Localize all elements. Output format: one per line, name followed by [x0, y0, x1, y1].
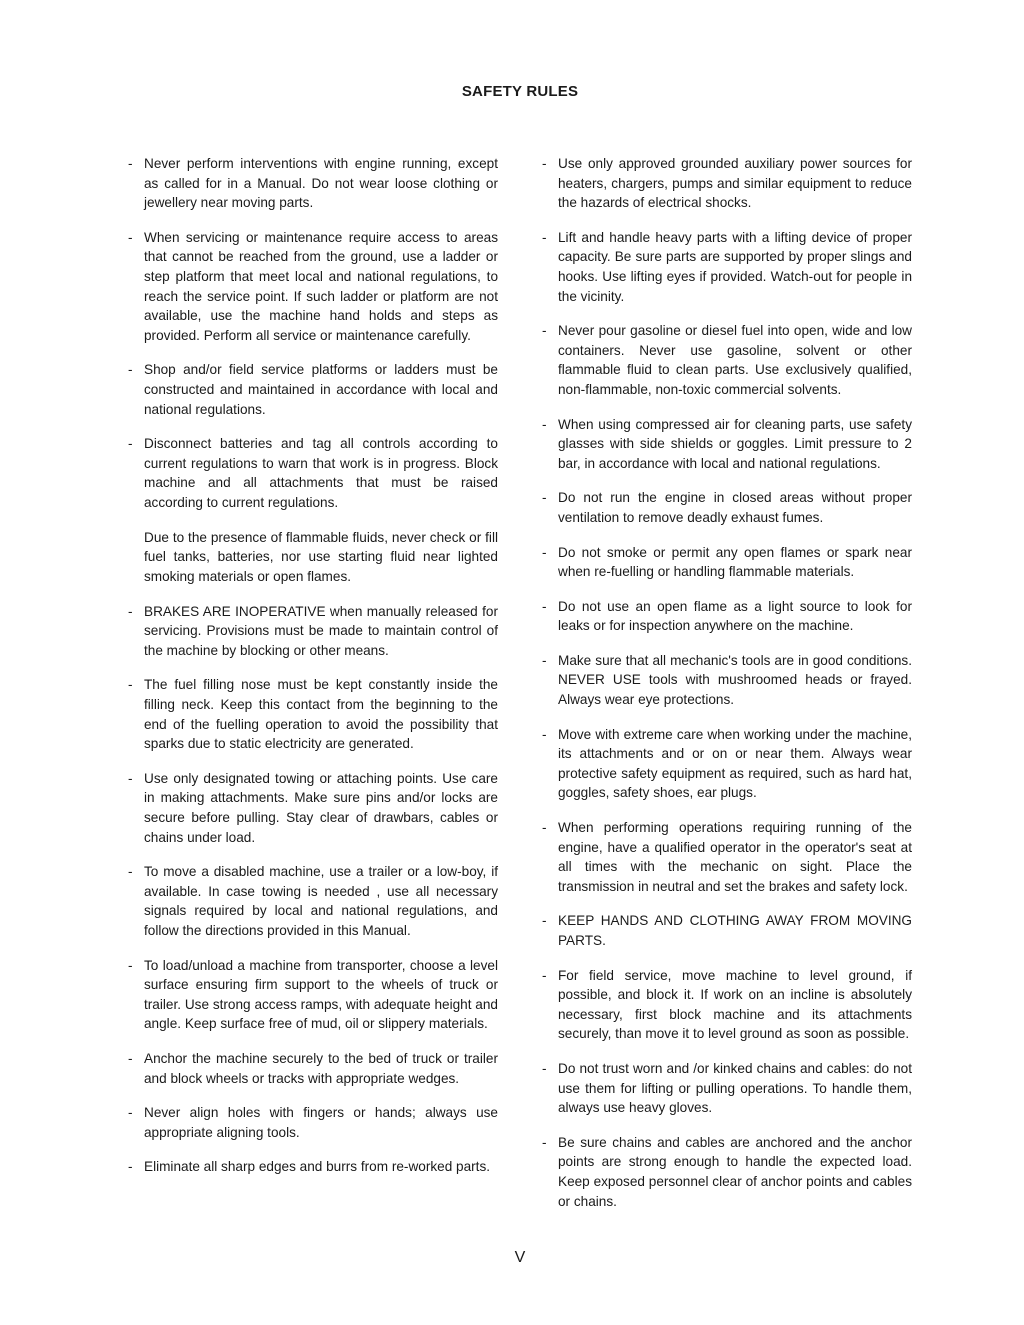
bullet-dash: - — [128, 156, 133, 171]
bullet-dash: - — [128, 603, 133, 619]
rule-text: The fuel filling nose must be kept constantly inside the filling neck. Keep this contact from the beginning to the end of the fuelling operation to avoid the possibility that sparks due to static electricity are generated. — [144, 677, 498, 752]
rule-text: For field service, move machine to level ground, if possible, and block it. If work on an incline is absolutely necessary, first block machine and its attachments securely, than move it to level ground as soon as possible. — [558, 967, 912, 1042]
bullet-dash: - — [128, 1050, 133, 1066]
rule-text: Eliminate all sharp edges and burrs from re-worked parts. — [144, 1159, 491, 1175]
rule-text: Do not run the engine in closed areas without proper ventilation to remove deadly exhaust fumes. — [558, 490, 912, 525]
bullet-dash: - — [542, 598, 547, 614]
bullet-dash: - — [128, 864, 133, 880]
rule-text: Shop and/or field service platforms or ladders must be constructed and maintained in accordance with local and national regulations. — [144, 362, 498, 417]
safety-rule-item — [540, 321, 912, 399]
rule-text: Be sure chains and cables are anchored and the anchor points are strong enough to handle the expected load. Keep exposed personnel clear of anchor points and cables or chains. — [558, 1134, 912, 1209]
rule-text: Anchor the machine securely to the bed of truck or trailer and block wheels or tracks with appropriate wedges. — [144, 1050, 498, 1086]
bullet-dash: - — [128, 1159, 133, 1175]
bullet-dash: - — [542, 544, 547, 560]
safety-rule-item — [126, 1103, 498, 1142]
rule-text: Disconnect batteries and tag all controls according to current regulations to warn that work is in progress. Block machine and all attachments that must be raised according to current regulations. — [144, 436, 498, 510]
safety-rule-item — [126, 360, 498, 419]
bullet-dash: - — [128, 1105, 133, 1121]
rule-text: Due to the presence of flammable fluids, never check or fill fuel tanks, batteries, nor use starting fluid near lighted smoking materials or open flames. — [144, 529, 498, 585]
safety-rule-item — [126, 769, 498, 847]
rule-text: KEEP HANDS AND CLOTHING AWAY FROM MOVING PARTS. — [558, 913, 912, 948]
safety-rule-item — [540, 911, 912, 950]
rule-text: Never align holes with fingers or hands; always use appropriate aligning tools. — [144, 1105, 498, 1140]
bullet-dash: - — [542, 820, 547, 836]
safety-rule-item — [126, 154, 498, 213]
safety-rule-item — [126, 1049, 498, 1088]
bullet-dash: - — [542, 1060, 547, 1076]
bullet-dash: - — [128, 957, 133, 973]
bullet-dash: - — [542, 416, 547, 432]
safety-rule-item — [540, 651, 912, 710]
bullet-dash: - — [542, 323, 547, 339]
rule-text: When performing operations requiring running of the engine, have a qualified operator in the operator's seat at all times with the mechanic on sight. Place the transmission in neutral and set the brakes and safety lock. — [558, 820, 912, 894]
safety-rule-item — [126, 675, 498, 753]
page-title: SAFETY RULES — [461, 83, 579, 100]
rule-text: Lift and handle heavy parts with a lifting device of proper capacity. Be sure parts are supported by proper slings and hooks. Use lifting eyes if provided. Watch-out for people in the vicinity. — [558, 229, 912, 304]
bullet-dash: - — [542, 229, 547, 245]
bullet-dash: - — [542, 490, 547, 506]
rule-text: When servicing or maintenance require access to areas that cannot be reached from the ground, use a ladder or step platform that meet local and national regulations, to reach the service point. If such ladder or platform are not available, use the machine hand holds and steps as provided. Perform all service or maintenance carefully. — [144, 229, 498, 343]
safety-rule-item — [540, 154, 912, 213]
bullet-dash: - — [542, 1134, 547, 1150]
bullet-dash: - — [542, 156, 547, 171]
bullet-dash: - — [128, 229, 133, 245]
rule-text: Do not use an open flame as a light source to look for leaks or for inspection anywhere on the machine. — [558, 598, 912, 634]
left-column — [126, 154, 498, 1177]
bullet-dash: - — [128, 436, 133, 452]
safety-rule-item — [540, 597, 912, 636]
page-number: V — [514, 1249, 526, 1266]
bullet-dash: - — [542, 652, 547, 668]
rule-text: Move with extreme care when working under the machine, its attachments and or on or near them. Always wear protective safety equipment as required, such as hard hat, goggles, safety shoes, ear plugs. — [558, 726, 912, 801]
safety-rule-item — [540, 228, 912, 306]
safety-rule-item — [540, 488, 912, 527]
safety-rule-item — [540, 1133, 912, 1211]
rule-text: To move a disabled machine, use a trailer or a low-boy, if available. In case towing is needed , use all necessary signals required by local and national regulations, and follow the directions provided in this Manual. — [144, 864, 498, 938]
safety-rule-item — [540, 1059, 912, 1118]
safety-rule-item — [540, 966, 912, 1044]
rule-text: Use only approved grounded auxiliary power sources for heaters, chargers, pumps and similar equipment to reduce the hazards of electrical shocks. — [558, 156, 912, 211]
safety-rule-item — [126, 956, 498, 1034]
bullet-dash: - — [542, 967, 547, 983]
rule-text: BRAKES ARE INOPERATIVE when manually released for servicing. Provisions must be made to maintain control of the machine by blocking or other means. — [144, 603, 498, 658]
rule-text: Make sure that all mechanic's tools are in good conditions. NEVER USE tools with mushroomed heads or frayed. Always wear eye protections. — [558, 652, 912, 708]
rule-text: Never perform interventions with engine running, except as called for in a Manual. Do not wear loose clothing or jewellery near moving parts. — [144, 156, 498, 211]
safety-rule-item — [126, 1157, 498, 1177]
safety-rule-item — [126, 434, 498, 587]
bullet-dash: - — [128, 677, 133, 693]
rule-text: When using compressed air for cleaning parts, use safety glasses with side shields or goggles. Limit pressure to 2 bar, in accordance with local and national regulations. — [558, 416, 912, 471]
rule-text: Never pour gasoline or diesel fuel into open, wide and low containers. Never use gasoline, solvent or other flammable fluid to clean parts. Use exclusively qualified, non-flammable, non-toxic commercial solvents. — [558, 323, 912, 397]
bullet-dash: - — [128, 770, 133, 786]
bullet-dash: - — [542, 726, 547, 742]
safety-rule-item — [540, 543, 912, 582]
safety-rule-item — [540, 415, 912, 474]
safety-rule-item — [540, 725, 912, 803]
rule-text: Do not trust worn and /or kinked chains and cables: do not use them for lifting or pulling operations. To handle them, always use heavy gloves. — [558, 1060, 912, 1116]
bullet-dash: - — [542, 913, 547, 929]
rule-text: Use only designated towing or attaching points. Use care in making attachments. Make sure pins and/or locks are secure before pulling. Stay clear of drawbars, cables or chains under load. — [144, 770, 498, 845]
rule-text: To load/unload a machine from transporter, choose a level surface ensuring firm support to the wheels of truck or trailer. Use strong access ramps, with adequate height and angle. Keep surface free of mud, oil or slippery materials. — [144, 957, 498, 1032]
bullet-dash: - — [128, 362, 133, 378]
right-column — [540, 154, 912, 1211]
safety-rule-item — [126, 602, 498, 661]
safety-rule-item — [126, 228, 498, 346]
rule-text: Do not smoke or permit any open flames or spark near when re-fuelling or handling flammable materials. — [558, 544, 912, 580]
safety-rule-item — [126, 862, 498, 940]
safety-rule-item — [540, 818, 912, 896]
